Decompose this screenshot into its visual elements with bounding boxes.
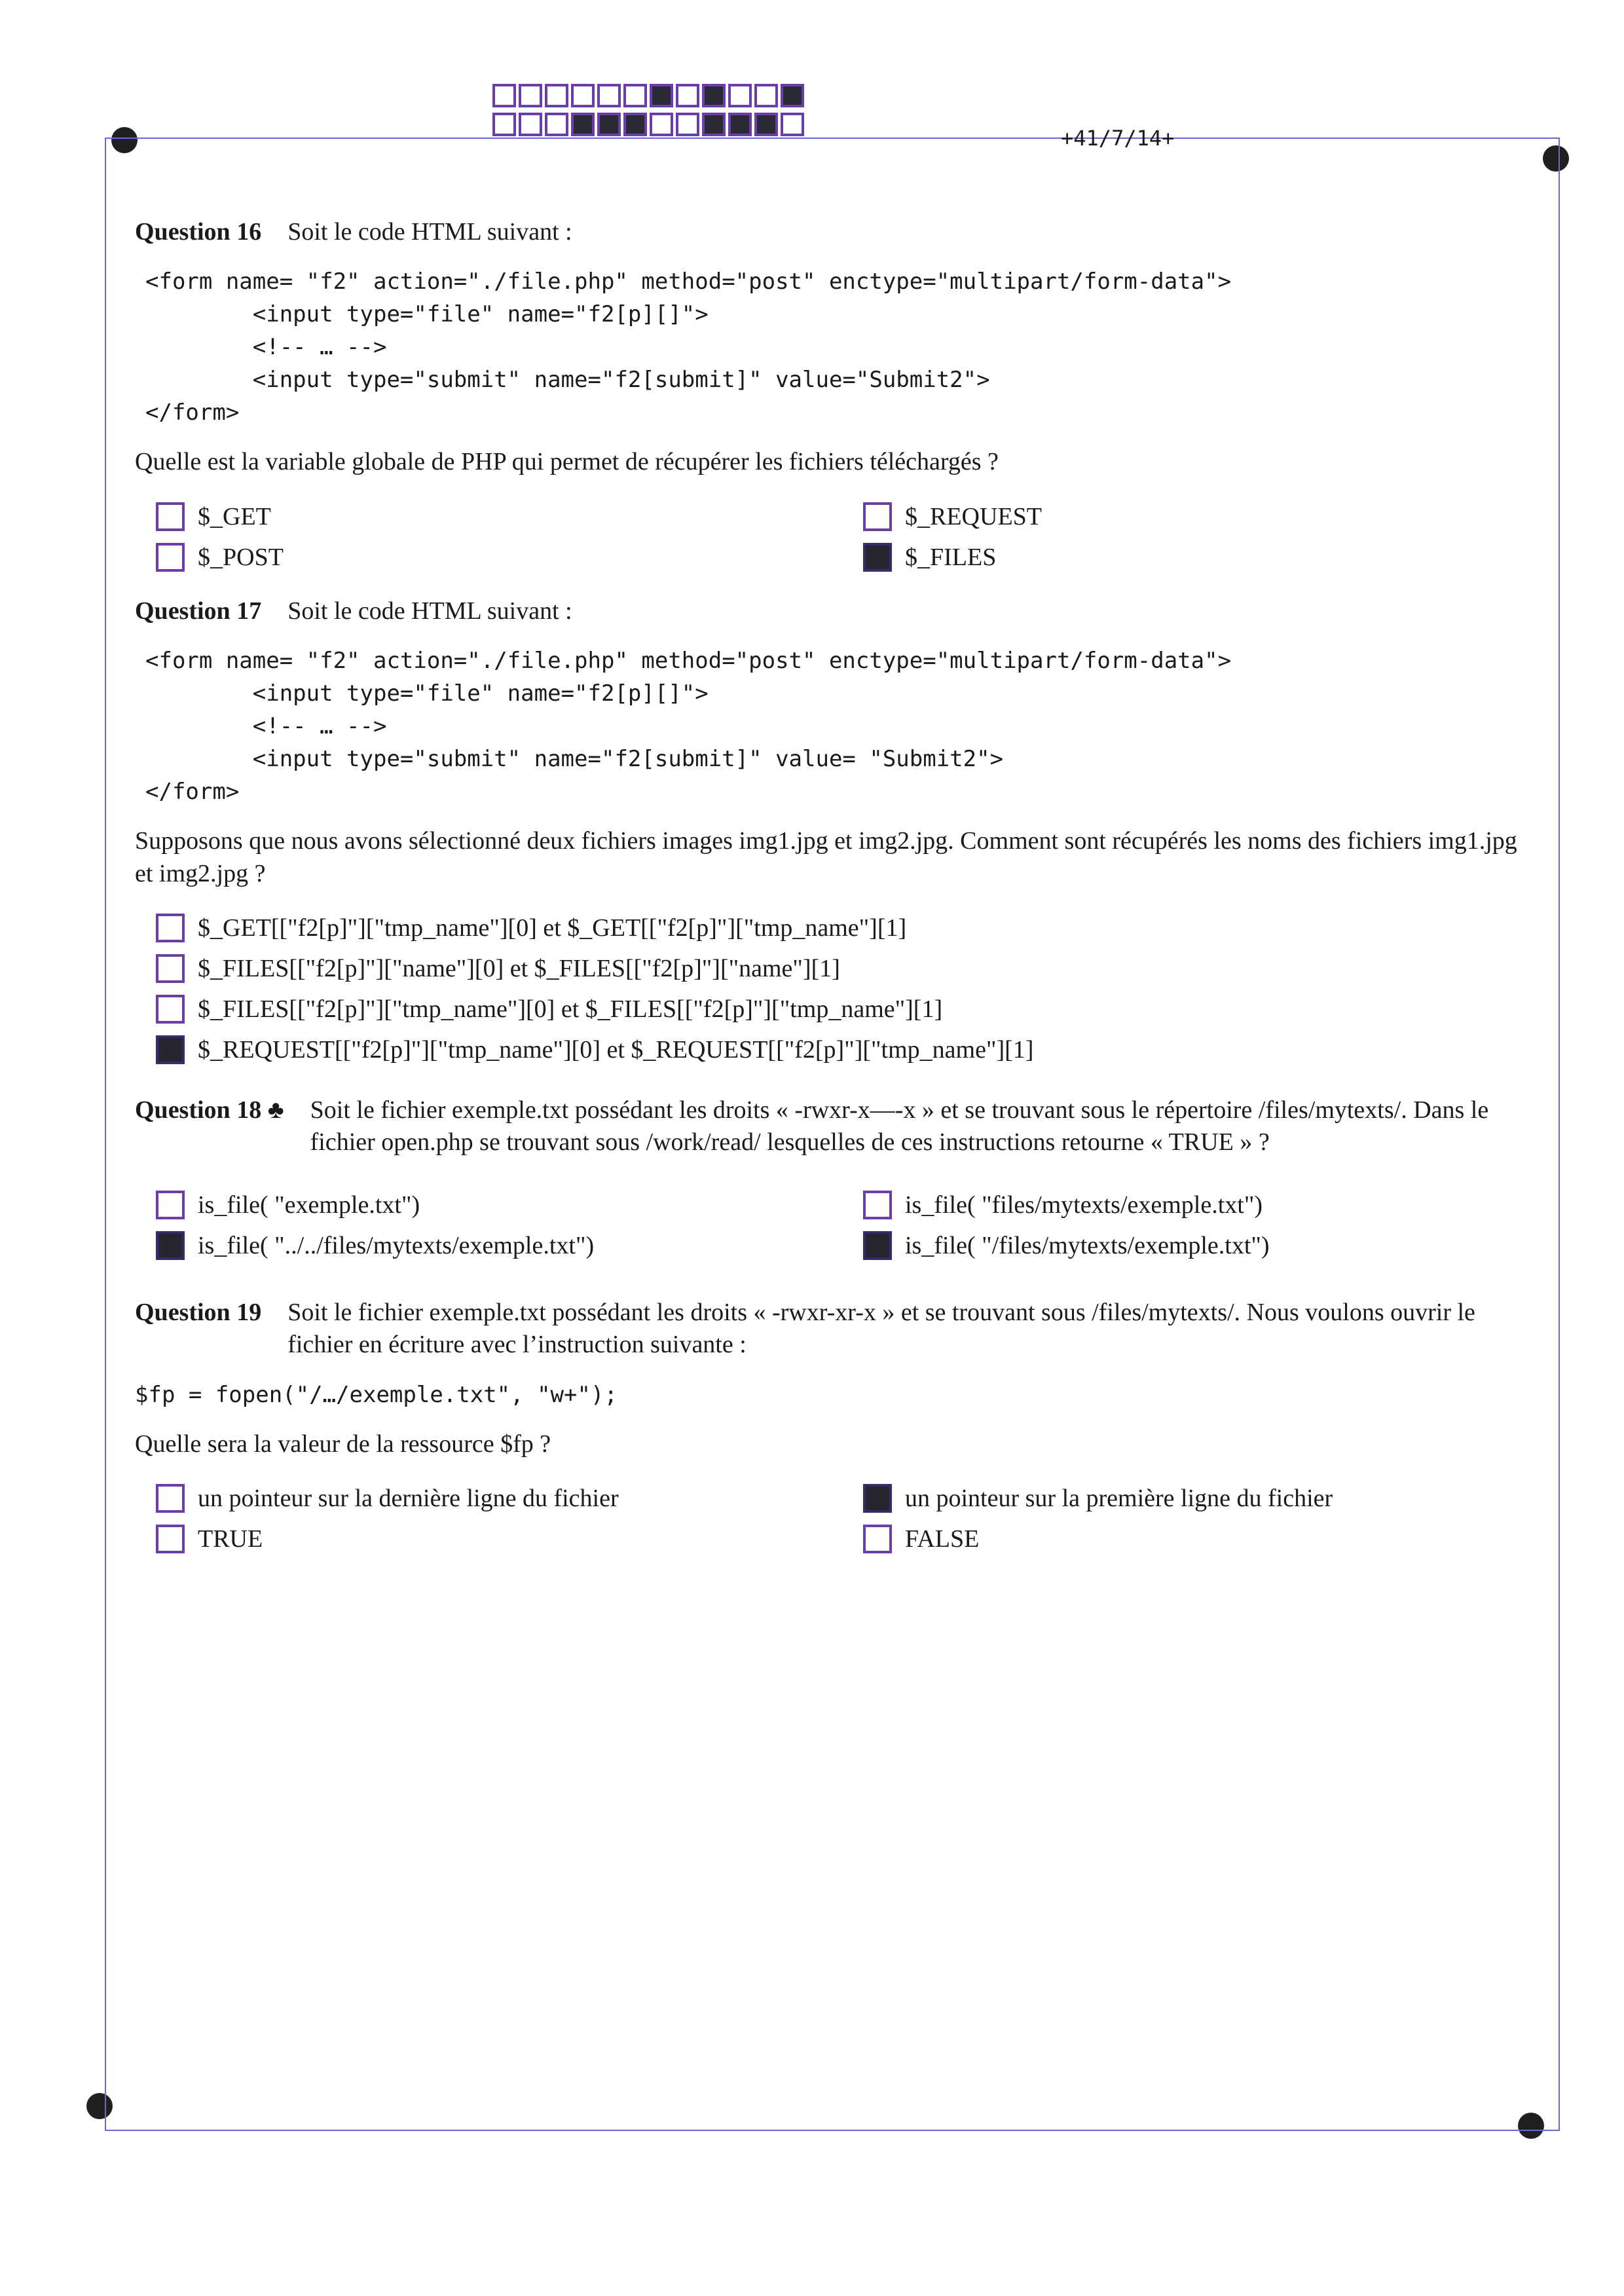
id-grid-cell	[754, 84, 778, 107]
question-number: Question 16	[135, 218, 262, 246]
answer-option[interactable]	[156, 954, 1530, 983]
answer-label: $_REQUEST	[905, 502, 1042, 530]
answer-option[interactable]	[156, 914, 1530, 942]
question-prompt: Quelle sera la valeur de la ressource $fp ?	[135, 1430, 551, 1458]
answer-option[interactable]	[863, 1191, 1551, 1219]
id-grid-cell	[597, 84, 621, 107]
answer-label: $_GET[["f2[p]"]["tmp_name"][0] et $_GET[["f2[p]"]["tmp_name"][1]	[198, 914, 907, 942]
answer-list	[156, 1484, 1530, 1553]
question-header	[135, 216, 1530, 248]
answer-option[interactable]	[156, 1035, 1530, 1064]
answer-checkbox[interactable]	[863, 1484, 892, 1513]
answer-checkbox[interactable]	[863, 1525, 892, 1553]
sheet-code: +41/7/14+	[1061, 126, 1175, 151]
exam-content	[135, 216, 1530, 1553]
id-grid-cell	[492, 113, 516, 136]
answer-label: $_FILES[["f2[p]"]["name"][0] et $_FILES[["f2[p]"]["name"][1]	[198, 954, 840, 982]
id-grid-cell	[623, 113, 647, 136]
answer-checkbox[interactable]	[156, 502, 185, 531]
question-16	[135, 216, 1530, 572]
answer-label: is_file( "../../files/mytexts/exemple.txt")	[198, 1231, 595, 1259]
question-header	[135, 1094, 1530, 1159]
question-intro: Soit le code HTML suivant :	[287, 597, 572, 625]
id-grid-cell	[728, 113, 752, 136]
answer-checkbox[interactable]	[863, 502, 892, 531]
answer-label: un pointeur sur la première ligne du fichier	[905, 1484, 1333, 1512]
student-id-grid	[492, 84, 804, 141]
id-grid-cell	[702, 113, 726, 136]
id-grid-cell	[702, 84, 726, 107]
question-17	[135, 595, 1530, 1064]
answer-option[interactable]	[863, 1525, 1551, 1553]
question-prompt: Quelle est la variable globale de PHP qui permet de récupérer les fichiers téléchargés ?	[135, 448, 999, 476]
answer-checkbox[interactable]	[156, 543, 185, 572]
id-grid-cell	[728, 84, 752, 107]
answer-option[interactable]	[156, 1484, 863, 1513]
question-number: Question 18 ♣	[135, 1096, 284, 1124]
answer-checkbox[interactable]	[156, 1525, 185, 1553]
id-grid-row	[492, 84, 804, 107]
answer-label: $_REQUEST[["f2[p]"]["tmp_name"][0] et $_REQUEST[["f2[p]"]["tmp_name"][1]	[198, 1035, 1034, 1064]
answer-checkbox[interactable]	[156, 1231, 185, 1260]
id-grid-cell	[754, 113, 778, 136]
answer-option[interactable]	[156, 1191, 863, 1219]
id-grid-cell	[597, 113, 621, 136]
question-prompt: Supposons que nous avons sélectionné deux fichiers images img1.jpg et img2.jpg. Comment sont récupérés les noms des fichiers img1.jpg et img2.jpg ?	[135, 827, 1517, 887]
id-grid-cell	[650, 84, 673, 107]
code-snippet: <form name= "f2" action="./file.php" method="post" enctype="multipart/form-data"> <input type="file" name="f2[p][]"> <!-- … --> <input type="submit" name="f2[submit]" value= "Submit2"> </form>	[145, 648, 1232, 805]
question-number: Question 19	[135, 1298, 262, 1326]
id-grid-cell	[676, 113, 699, 136]
question-header	[135, 1297, 1530, 1361]
question-intro: Soit le code HTML suivant :	[287, 218, 572, 246]
answer-list	[156, 502, 1530, 572]
answer-option[interactable]	[156, 1231, 863, 1260]
answer-checkbox[interactable]	[156, 954, 185, 983]
answer-label: is_file( "files/mytexts/exemple.txt")	[905, 1191, 1263, 1219]
question-intro: Soit le fichier exemple.txt possédant les droits « -rwxr-x—-x » et se trouvant sous le répertoire /files/mytexts/. Dans le fichier open.php se trouvant sous /work/read/ lesquelles de ces instructions retourne « TRUE » ?	[310, 1096, 1489, 1157]
question-intro: Soit le fichier exemple.txt possédant les droits « -rwxr-xr-x » et se trouvant sous /files/mytexts/. Nous voulons ouvrir le fichier en écriture avec l’instruction suivante :	[287, 1298, 1475, 1359]
question-number: Question 17	[135, 597, 262, 625]
id-grid-cell	[492, 84, 516, 107]
answer-label: $_POST	[198, 543, 284, 571]
code-snippet: $fp = fopen("/…/exemple.txt", "w+");	[135, 1381, 618, 1408]
answer-option[interactable]	[863, 543, 1551, 572]
answer-checkbox[interactable]	[863, 543, 892, 572]
id-grid-cell	[519, 84, 542, 107]
answer-label: $_GET	[198, 502, 271, 530]
id-grid-cell	[781, 113, 804, 136]
question-19	[135, 1297, 1530, 1553]
question-18	[135, 1094, 1530, 1260]
answer-checkbox[interactable]	[156, 1035, 185, 1064]
answer-option[interactable]	[156, 995, 1530, 1024]
answer-label: is_file( "/files/mytexts/exemple.txt")	[905, 1231, 1270, 1259]
answer-option[interactable]	[863, 502, 1551, 531]
answer-list	[156, 1191, 1530, 1260]
answer-checkbox[interactable]	[156, 995, 185, 1024]
answer-option[interactable]	[863, 1484, 1551, 1513]
answer-option[interactable]	[156, 543, 863, 572]
id-grid-cell	[545, 113, 568, 136]
answer-checkbox[interactable]	[156, 1191, 185, 1219]
answer-label: $_FILES	[905, 543, 997, 571]
answer-label: is_file( "exemple.txt")	[198, 1191, 420, 1219]
id-grid-cell	[545, 84, 568, 107]
answer-label: FALSE	[905, 1525, 980, 1553]
answer-option[interactable]	[863, 1231, 1551, 1260]
answer-checkbox[interactable]	[156, 914, 185, 942]
question-header	[135, 595, 1530, 627]
code-snippet: <form name= "f2" action="./file.php" method="post" enctype="multipart/form-data"> <input type="file" name="f2[p][]"> <!-- … --> <input type="submit" name="f2[submit]" value="Submit2"> </form>	[145, 268, 1232, 426]
id-grid-cell	[519, 113, 542, 136]
id-grid-cell	[781, 84, 804, 107]
answer-label: TRUE	[198, 1525, 263, 1553]
answer-option[interactable]	[156, 1525, 863, 1553]
id-grid-cell	[623, 84, 647, 107]
answer-checkbox[interactable]	[156, 1484, 185, 1513]
id-grid-cell	[676, 84, 699, 107]
answer-label: un pointeur sur la dernière ligne du fichier	[198, 1484, 619, 1512]
id-grid-row	[492, 113, 804, 136]
answer-label: $_FILES[["f2[p]"]["tmp_name"][0] et $_FILES[["f2[p]"]["tmp_name"][1]	[198, 995, 943, 1023]
id-grid-cell	[650, 113, 673, 136]
answer-checkbox[interactable]	[863, 1231, 892, 1260]
answer-option[interactable]	[156, 502, 863, 531]
id-grid-cell	[571, 84, 595, 107]
answer-checkbox[interactable]	[863, 1191, 892, 1219]
id-grid-cell	[571, 113, 595, 136]
answer-list	[156, 914, 1530, 1064]
